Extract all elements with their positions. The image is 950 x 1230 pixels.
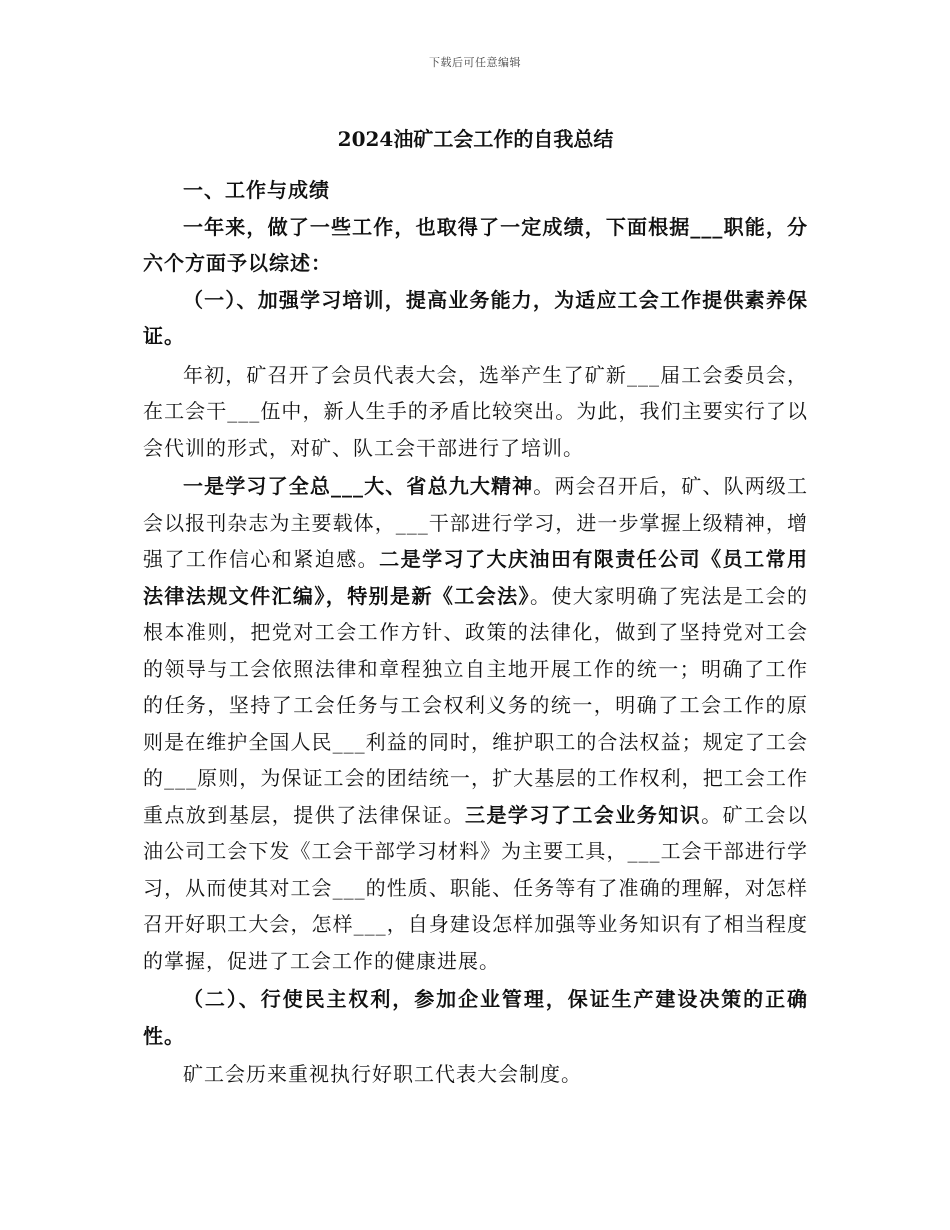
document-title: 2024油矿工会工作的自我总结	[337, 127, 614, 151]
subsection-heading-1: （一）、加强学习培训，提高业务能力，为适应工会工作提供素养保证。	[143, 287, 808, 348]
intro-paragraph: 一年来，做了一些工作，也取得了一定成绩，下面根据___职能，分六个方面予以综述：	[143, 214, 808, 275]
paragraph-2	[143, 468, 808, 979]
point-one-text: 。两会召开后，矿、队两级工会以报刊杂志为主要载体，___干部进行学习，进一步掌握上级精神，增强了工作信心和紧迫感。	[143, 474, 809, 571]
subsection-heading-2: （二）、行使民主权利，参加企业管理，保证生产建设决策的正确性。	[143, 987, 808, 1048]
document-body	[143, 122, 808, 1093]
point-one-lead: 一是学习了全总___大、省总九大精神	[183, 474, 534, 498]
page-header: 下载后可任意编辑	[429, 56, 521, 69]
section-heading: 一、工作与成绩	[183, 178, 330, 202]
point-two-text: 。使大家明确了宪法是工会的根本准则，把党对工会工作方针、政策的法律化，做到了坚持党对工会的领导与工会依照法律和章程独立自主地开展工作的统一；明确了工作的任务，坚持了工会任务与工会权利义务的统一，明确了工会工作的原则是在维护全国人民___利益的同时，维护职工的合法权益；规定了工会的___原则，为保证工会的团结统一，扩大基层的工作权利，把工会工作重点放到基层，提供了法律保证。	[143, 583, 809, 827]
paragraph-1: 年初，矿召开了会员代表大会，选举产生了矿新___届工会委员会，在工会干___伍中，新人生手的矛盾比较突出。为此，我们主要实行了以会代训的形式，对矿、队工会干部进行了培训。	[143, 362, 808, 460]
point-three-lead: 三是学习了工会业务知识	[465, 802, 702, 827]
point-three-text: 。矿工会以油公司工会下发《工会干部学习材料》为主要工具，___工会干部进行学习，从而使其对工会___的性质、职能、任务等有了准确的理解，对怎样召开好职工大会，怎样___，自身建设怎样加强等业务知识有了相当程度的掌握，促进了工会工作的健康进展。	[143, 802, 809, 973]
paragraph-3: 矿工会历来重视执行好职工代表大会制度。	[183, 1062, 582, 1086]
point-two-lead: 二是学习了大庆油田有限责任公司《员工常用法律法规文件汇编》，特别是新《工会法》	[143, 547, 809, 608]
